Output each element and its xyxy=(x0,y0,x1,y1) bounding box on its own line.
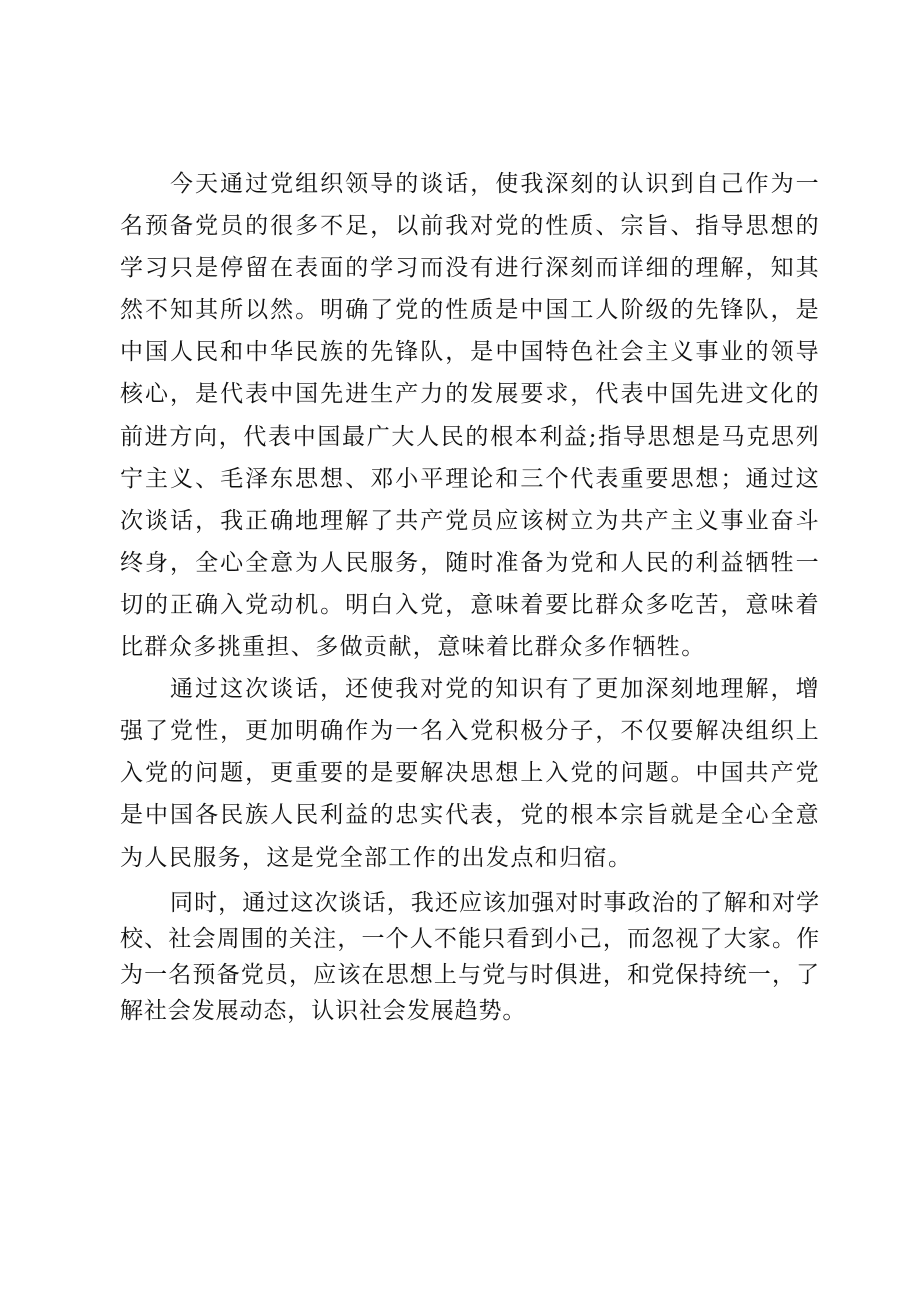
paragraph-2: 通过这次谈话，还使我对党的知识有了更加深刻地理解，增强了党性，更加明确作为一名入党积极分子，不仅要解决组织上入党的问题，更重要的是要解决思想上入党的问题。中国共产党是中国各民族人民利益的忠实代表，党的根本宗旨就是全心全意为人民服务，这是党全部工作的出发点和归宿。 xyxy=(120,676,820,871)
paragraph-3: 同时，通过这次谈话，我还应该加强对时事政治的了解和对学校、社会周围的关注，一个人不能只看到小己，而忽视了大家。作为一名预备党员，应该在思想上与党与时俱进，和党保持统一，了解社会发展动态，认识社会发展趋势。 xyxy=(120,889,820,1024)
document-body xyxy=(120,163,820,1029)
paragraph-1: 今天通过党组织领导的谈话，使我深刻的认识到自己作为一名预备党员的很多不足，以前我对党的性质、宗旨、指导思想的学习只是停留在表面的学习而没有进行深刻而详细的理解，知其然不知其所以然。明确了党的性质是中国工人阶级的先锋队，是中国人民和中华民族的先锋队，是中国特色社会主义事业的领导核心，是代表中国先进生产力的发展要求，代表中国先进文化的前进方向，代表中国最广大人民的根本利益;指导思想是马克思列宁主义、毛泽东思想、邓小平理论和三个代表重要思想；通过这次谈话，我正确地理解了共产党员应该树立为共产主义事业奋斗终身，全心全意为人民服务，随时准备为党和人民的利益牺牲一切的正确入党动机。明白入党，意味着要比群众多吃苦，意味着比群众多挑重担、多做贡献，意味着比群众多作牺牲。 xyxy=(120,171,820,661)
